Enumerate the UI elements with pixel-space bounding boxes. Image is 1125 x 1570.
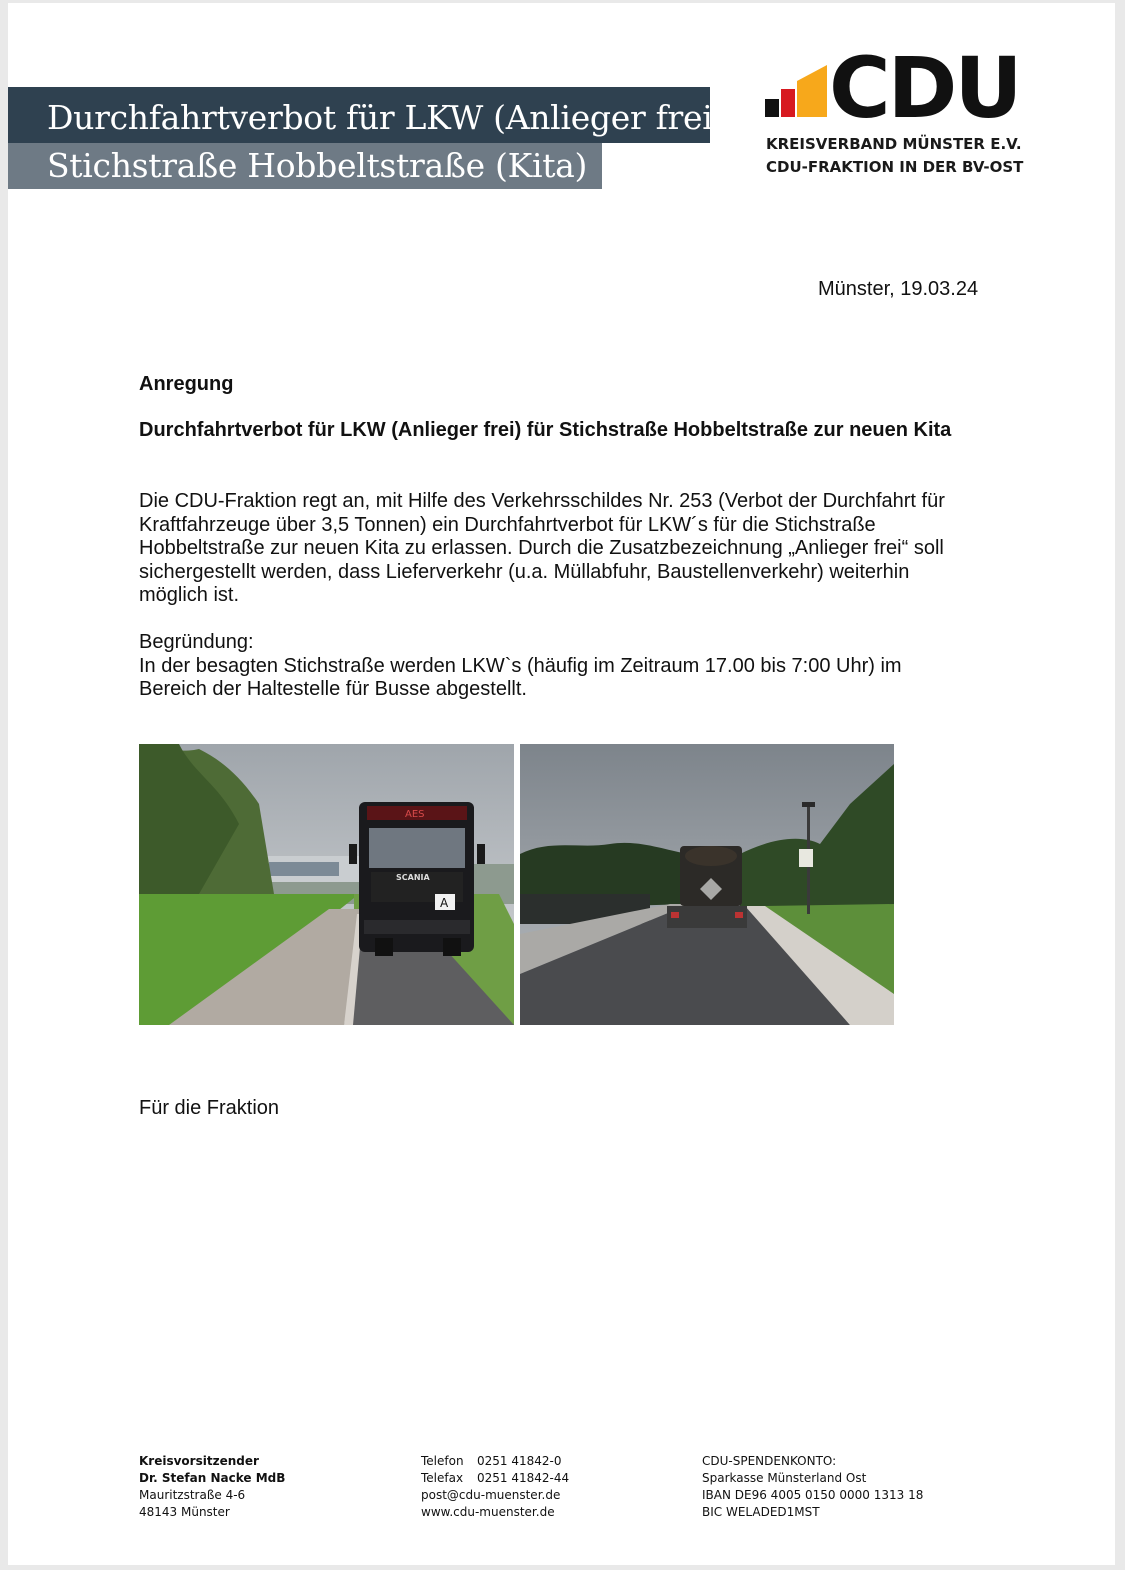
footer-street: Mauritzstraße 4-6	[139, 1488, 246, 1502]
body-line: möglich ist.	[139, 584, 240, 606]
footer-fax-label: Telefax	[421, 1471, 464, 1485]
photo-truck-front	[139, 744, 514, 1025]
body-line: sichergestellt werden, dass Lieferverkehr (u.a. Müllabfuhr, Baustellenverkehr) weiterhin	[139, 560, 910, 583]
footer-fax-row	[421, 1470, 569, 1487]
document-page	[8, 3, 1115, 1565]
logo-text: CDU	[829, 47, 1020, 127]
footer-city: 48143 Münster	[139, 1505, 230, 1519]
truck-top-label: AES	[405, 809, 425, 820]
photo-truck-rear	[520, 744, 894, 1025]
reason-line: In der besagten Stichstraße werden LKW`s (häufig im Zeitraum 17.00 bis 7:00 Uhr) im	[139, 654, 902, 677]
logo-bar-gold	[797, 65, 827, 117]
reason-line: Bereich der Haltestelle für Busse abgestellt.	[139, 678, 527, 700]
body-paragraph	[139, 490, 979, 608]
footer-bic: BIC WELADED1MST	[702, 1505, 820, 1519]
reason-block	[139, 631, 902, 702]
logo-bar-red	[781, 89, 795, 117]
footer-iban: IBAN DE96 4005 0150 0000 1313 18	[702, 1488, 924, 1502]
footer-phone: 0251 41842-0	[477, 1454, 562, 1468]
letter-title: Durchfahrtverbot für LKW (Anlieger frei) für Stichstraße Hobbeltstraße zur neuen Kita	[139, 419, 952, 441]
footer-email-link[interactable]: post@cdu-muenster.de	[421, 1488, 561, 1502]
footer-web-link[interactable]: www.cdu-muenster.de	[421, 1505, 555, 1519]
header-title-line2: Stichstraße Hobbeltstraße (Kita)	[47, 146, 588, 185]
footer-bank-title: CDU-SPENDENKONTO:	[702, 1454, 837, 1468]
footer-fax: 0251 41842-44	[477, 1471, 570, 1485]
footer-chair-role: Kreisvorsitzender	[139, 1454, 259, 1468]
footer-contact	[421, 1453, 569, 1521]
org-name: KREISVERBAND MÜNSTER E.V.	[766, 135, 1022, 153]
closing-text: Für die Fraktion	[139, 1097, 280, 1119]
body-line: Kraftfahrzeuge über 3,5 Tonnen) ein Durchfahrtverbot für LKW´s für die Stichstraße	[139, 513, 876, 536]
letter-date: Münster, 19.03.24	[818, 278, 979, 300]
logo-bar-black	[765, 99, 779, 117]
header-title-line1: Durchfahrtverbot für LKW (Anlieger frei)	[47, 98, 726, 137]
footer-chair-name: Dr. Stefan Nacke MdB	[139, 1471, 286, 1485]
cdu-logo	[765, 47, 1065, 127]
body-line: Die CDU-Fraktion regt an, mit Hilfe des Verkehrsschildes Nr. 253 (Verbot der Durchfahrt für	[139, 490, 945, 512]
org-faction: CDU-FRAKTION IN DER BV-OST	[766, 158, 1024, 176]
footer-bank	[702, 1453, 923, 1521]
footer-chair	[139, 1453, 285, 1521]
reason-label: Begründung:	[139, 631, 254, 653]
truck-plate-letter: A	[440, 896, 449, 910]
footer-phone-label: Telefon	[421, 1454, 464, 1468]
footer-phone-row	[421, 1453, 569, 1470]
body-line: Hobbeltstraße zur neuen Kita zu erlassen. Durch die Zusatzbezeichnung „Anlieger frei“ soll	[139, 537, 944, 559]
truck-brand: SCANIA	[396, 873, 430, 882]
footer-bank-name: Sparkasse Münsterland Ost	[702, 1471, 867, 1485]
subject-label: Anregung	[139, 373, 234, 395]
